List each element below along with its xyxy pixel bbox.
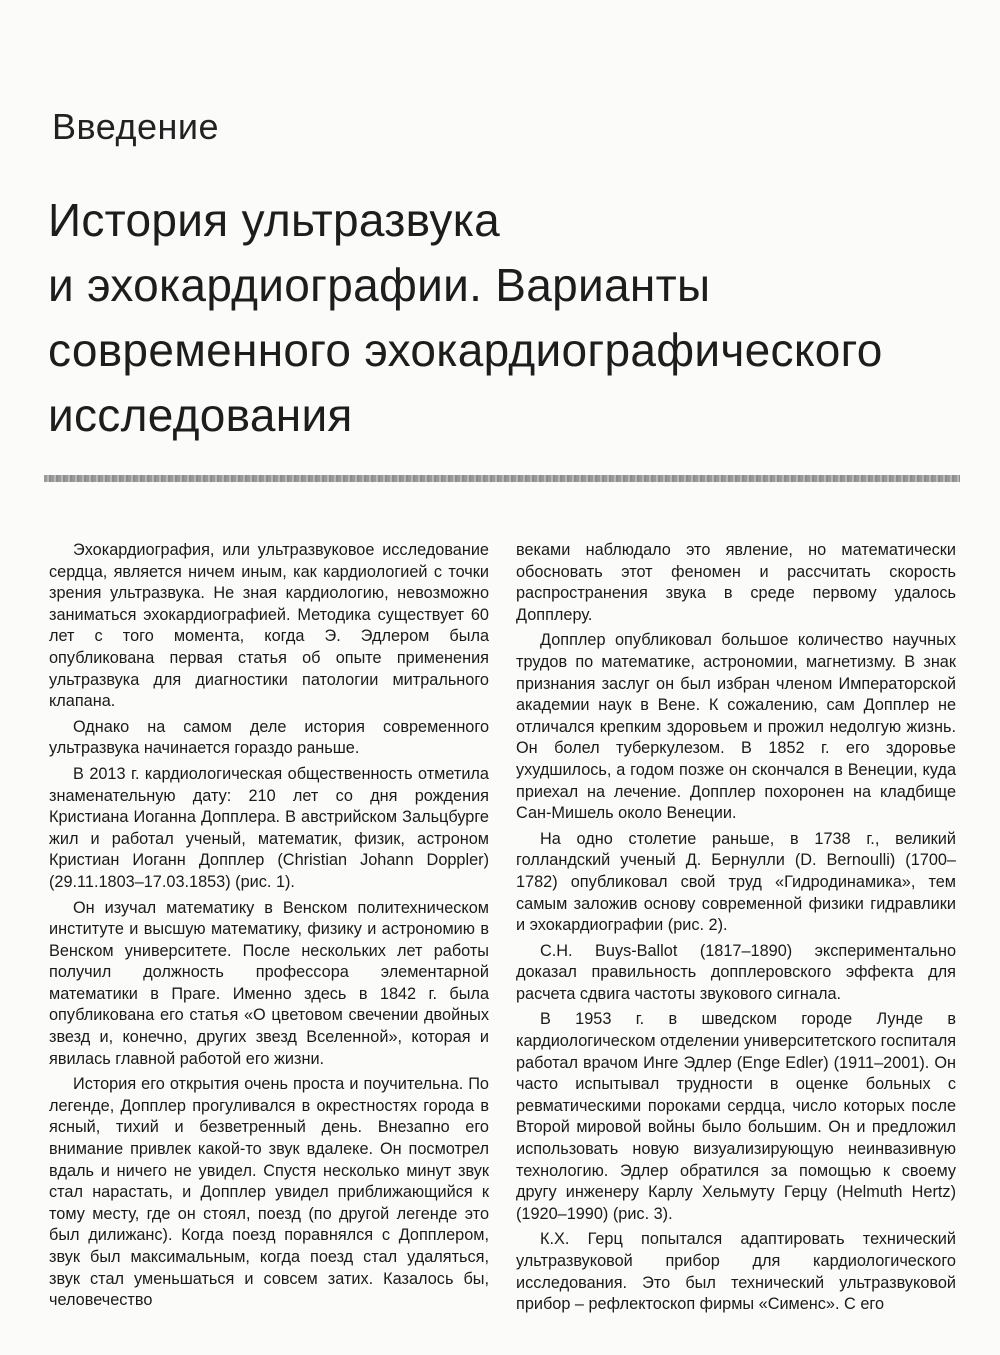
paragraph: В 1953 г. в шведском городе Лунде в кардиологическом отделении университетского госпиталя работал врачом Инге Эдлер (Enge Edler) (1911–2001). Он часто испытывал трудности в оценке больных с ревматическими пороками сердца, число которых после Второй мировой войны было большим. Он и предложил использовать новую визуализирующую неинвазивную технологию. Эдлер обратился за помощью к своему другу инженеру Карлу Хельмуту Герцу (Helmuth Hertz) (1920–1990) (рис. 3). (516, 1010, 957, 1223)
paragraph: К.Х. Герц попытался адаптировать технический ультразвуковой прибор для кардиологического исследования. Это был технический ультразвуковой прибор – рефлектоскоп фирмы «Сименс». С его (516, 1230, 956, 1314)
paragraph: Он изучал математику в Венском политехническом институте и высшую математику, физику и астрономию в Венском университете. После нескольких лет работы получил должность профессора элементарной математики в Праге. Именно здесь в 1842 г. была опубликована его статья «О цветовом свечении двойных звезд и, конечно, других звезд Вселенной», которая и явилась главной работой его жизни. (49, 898, 489, 1068)
title-line: и эхокардиографии. Варианты (48, 259, 711, 311)
paragraph: Допплер опубликовал большое количество научных трудов по математике, астрономии, магнетизму. В знак признания заслуг он был избран членом Императорской академии наук в Вене. К сожалению, сам Допплер не отличался крепким здоровьем и прожил недолгую жизнь. Он болел туберкулезом. В 1852 г. его здоровье ухудшилось, а годом позже он скончался в Венеции, куда приехал на лечение. Допплер похоронен на кладбище Сан-Мишель около Венеции. (516, 631, 956, 823)
paragraph: Однако на самом деле история современного ультразвука начинается гораздо раньше. (49, 717, 489, 758)
paragraph: История его открытия очень проста и поучительна. По легенде, Допплер прогуливался в окрестностях города в ясный, тихий и безветренный день. Внезапно его внимание привлек какой-то звук вдалеке. Он посмотрел вдаль и ничего не увидел. Спустя несколько минут звук стал нарастать, и Допплер увидел приближающийся к тому месту, где он стоял, поезд (по другой легенде это был дилижанс). Когда поезд поравнялся с Допплером, звук был максимальным, когда поезд стал удаляться, звук стал уменьшаться и совсем затих. Казалось бы, человечество (49, 1075, 489, 1310)
paragraph: Эхокардиография, или ультразвуковое исследование сердца, является ничем иным, как кардиологией с точки зрения ультразвука. Не зная кардиологию, невозможно заниматься эхокардиографией. Методика существует 60 лет с того момента, когда Э. Эдлером была опубликована первая статья об опыте применения ультразвука для диагностики патологии митрального клапана. (49, 541, 489, 711)
paragraph: На одно столетие раньше, в 1738 г., великий голландский ученый Д. Бернулли (D. Bernoulli) (1700–1782) опубликовал свой труд «Гидродинамика», тем самым заложив основу современной физики гидравлики и эхокардиографии (рис. 2). (516, 829, 956, 935)
section-label: Введение (52, 106, 220, 147)
title-line: История ультразвука (48, 194, 501, 246)
paragraph: C.H. Buys-Ballot (1817–1890) экспериментально доказал правильность допплеровского эффекта для расчета сдвига частоты звукового сигнала. (516, 941, 956, 1003)
paragraph: веками наблюдало это явление, но математически обосновать этот феномен и рассчитать скорость распространения звука в среде первому удалось Допплеру. (516, 541, 956, 624)
title-line: исследования (48, 389, 353, 441)
paragraph: В 2013 г. кардиологическая общественность отметила знаменательную дату: 210 лет со дня рождения Кристиана Иоганна Допплера. В австрийском Зальцбурге жил и работал ученый, математик, физик, астроном Кристиан Иоганн Допплер (Christian Johann Doppler) (29.11.1803–17.03.1853) (рис. 1). (49, 764, 489, 891)
title-divider (44, 475, 960, 482)
left-column (49, 540, 489, 1316)
chapter-title (48, 188, 968, 448)
title-line: современного эхокардиографического (48, 324, 883, 376)
right-column (516, 540, 956, 1320)
